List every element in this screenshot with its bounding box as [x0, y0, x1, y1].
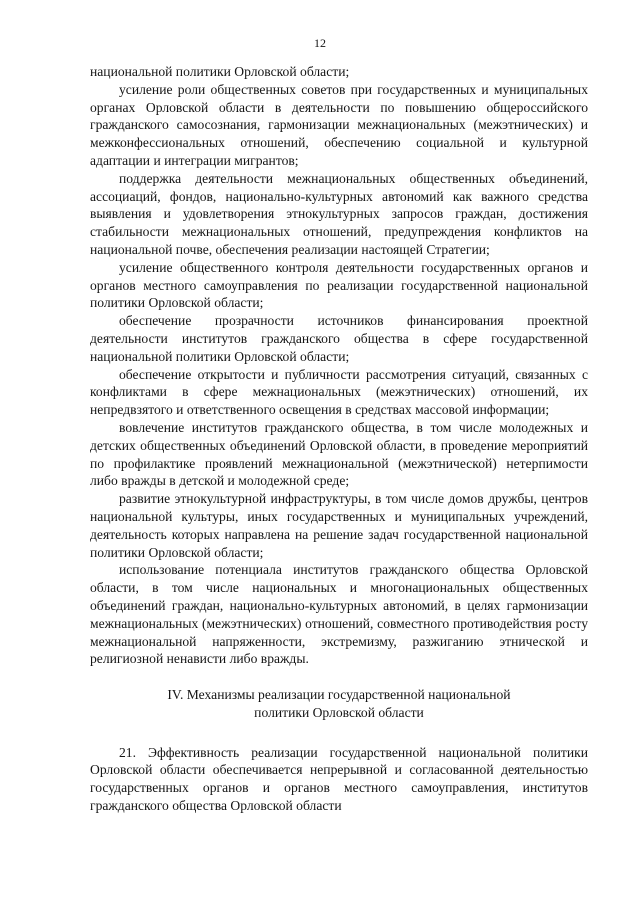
- section-heading-line-2: политики Орловской области: [254, 704, 424, 720]
- paragraph-continuation: национальной политики Орловской области;: [90, 64, 350, 79]
- page-number: 12: [314, 36, 326, 50]
- document-body: [90, 63, 588, 815]
- paragraph-ethnocultural-infrastructure: развитие этнокультурной инфраструктуры, в том числе домов дружбы, центров национальной культуры, иных государственных и муниципальных учреждений, деятельность которых направлена на решение задач государственной национальной политики Орловской области;: [90, 491, 588, 560]
- paragraph-support-associations: поддержка деятельности межнациональных общественных объединений, ассоциаций, фондов, национально-культурных автономий как важного средства выявления и удовлетворения этнокультурных запросов граждан, достижения стабильности межнациональных отношений, предупреждения конфликтов на национальной почве, обеспечения реализации настоящей Стратегии;: [90, 170, 588, 257]
- paragraph-public-control: усиление общественного контроля деятельности государственных органов и органов местного самоуправления по реализации государственной национальной политики Орловской области;: [90, 259, 588, 311]
- numbered-paragraph-21: 21. Эффективность реализации государственной национальной политики Орловской области обеспечивается непрерывной и согласованной деятельностью государственных органов и органов местного самоуправления, институтов гражданского общества Орловской области: [90, 744, 588, 814]
- paragraph-public-councils: усиление роли общественных советов при государственных и муниципальных органах Орловской области в деятельности по повышению общероссийского гражданского самосознания, гармонизации межнациональных (межэтнических) и межконфессиональных отношений, обеспечению социальной и культурной адаптации и интеграции мигрантов;: [90, 81, 588, 168]
- section-heading: [90, 686, 588, 722]
- section-heading-line-1: IV. Механизмы реализации государственной национальной: [167, 687, 511, 703]
- paragraph-openness: обеспечение открытости и публичности рассмотрения ситуаций, связанных с конфликтами в сфере межнациональных (межэтнических) отношений, их непредвзятого и ответственного освещения в средствах массовой информации;: [90, 366, 588, 418]
- paragraph-civil-society-potential: использование потенциала институтов гражданского общества Орловской области, в том числе национальных и многонациональных общественных объединений граждан, национально-культурных автономий, в целях гармонизации межнациональных (межэтнических) отношений, совместного противодействия росту межнациональной напряженности, экстремизму, разжиганию этнической и религиозной ненависти либо вражды.: [90, 562, 588, 667]
- paragraph-funding-transparency: обеспечение прозрачности источников финансирования проектной деятельности институтов гражданского общества в сфере государственной национальной политики Орловской области;: [90, 313, 588, 364]
- paragraph-youth-involvement: вовлечение институтов гражданского общества, в том числе молодежных и детских общественных объединений Орловской области, в проведение мероприятий по профилактике проявлений межнациональной (межэтнической) нетерпимости либо вражды в детской и молодежной среде;: [90, 419, 588, 489]
